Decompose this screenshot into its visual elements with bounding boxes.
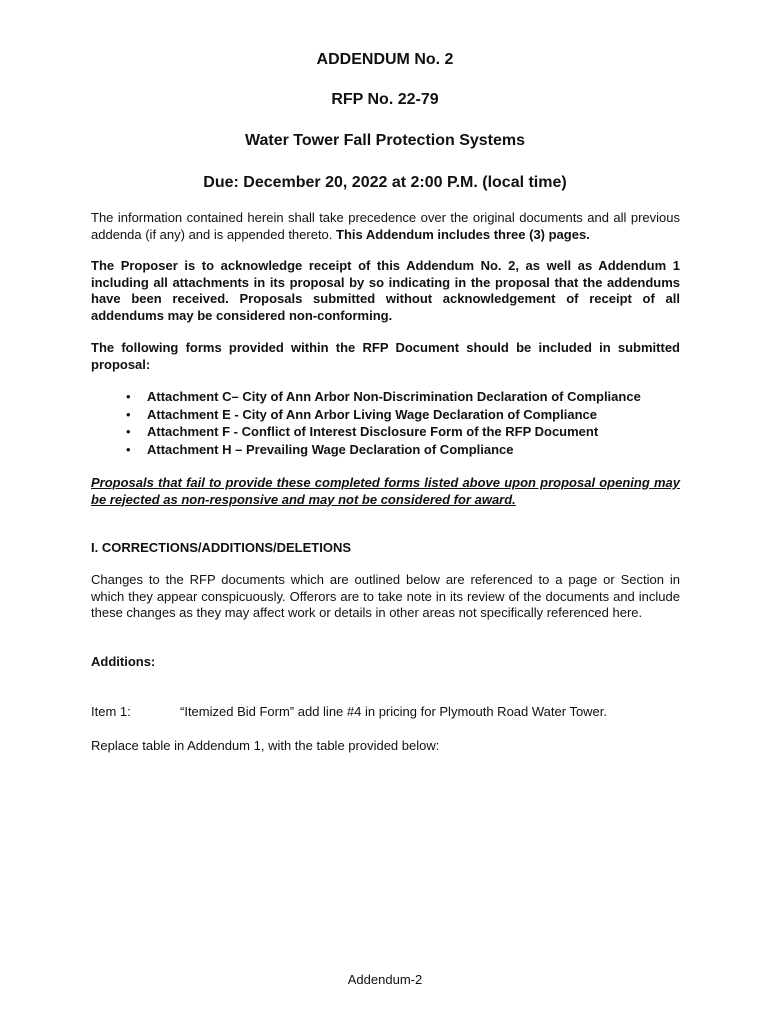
- item-number: Item 1:: [91, 704, 131, 719]
- bullet-icon: •: [126, 389, 131, 404]
- list-item: [91, 406, 691, 424]
- acknowledge-paragraph: The Proposer is to acknowledge receipt of this Addendum No. 2, as well as Addendum 1 including all attachments in its proposal by so indicating in the proposal that the addendums have been received. Proposals submitted without acknowledgement of receipt of all addendums may be considered non-conforming.: [91, 258, 680, 323]
- bullet-icon: •: [126, 424, 131, 439]
- list-item: [91, 441, 691, 459]
- list-item: [91, 388, 691, 406]
- bullet-icon: •: [126, 406, 131, 422]
- warning-notice: Proposals that fail to provide these completed forms listed above upon proposal opening may be rejected as non-responsive and may not be considered for award.: [91, 475, 680, 507]
- intro-paragraph: [91, 210, 680, 243]
- attachment-label: Attachment F - Conflict of Interest Disclosure Form of the RFP Document: [147, 424, 599, 439]
- additions-label: Additions:: [91, 654, 156, 669]
- due-date: Due: December 20, 2022 at 2:00 P.M. (local time): [203, 174, 567, 191]
- attachment-label: Attachment H – Prevailing Wage Declaration of Compliance: [147, 441, 514, 457]
- addendum-title: ADDENDUM No. 2: [316, 51, 454, 68]
- intro-text: The information contained herein shall take precedence over the original documents and all previous addenda (if any) and is appended thereto.: [91, 210, 680, 242]
- page-footer: Addendum-2: [347, 972, 423, 987]
- attachment-label: Attachment C– City of Ann Arbor Non-Discrimination Declaration of Compliance: [147, 389, 641, 404]
- item-text: “Itemized Bid Form” add line #4 in pricing for Plymouth Road Water Tower.: [180, 704, 608, 719]
- project-title: Water Tower Fall Protection Systems: [244, 132, 526, 149]
- forms-intro: The following forms provided within the RFP Document should be included in submitted proposal:: [91, 340, 680, 372]
- rfp-number: RFP No. 22-79: [331, 91, 439, 108]
- replace-text: Replace table in Addendum 1, with the table provided below:: [91, 738, 440, 753]
- intro-bold-text: This Addendum includes three (3) pages.: [336, 226, 590, 242]
- list-item: [91, 423, 691, 441]
- section-body: Changes to the RFP documents which are outlined below are referenced to a page or Section in which they appear conspicuously. Offerors are to take note in its review of the documents and include these changes as they may affect work or details in other areas not specifically referenced here.: [91, 572, 680, 620]
- attachment-label: Attachment E - City of Ann Arbor Living Wage Declaration of Compliance: [147, 406, 597, 422]
- attachment-list: [91, 388, 691, 458]
- bullet-icon: •: [126, 441, 131, 457]
- section-heading: I. CORRECTIONS/ADDITIONS/DELETIONS: [91, 540, 352, 555]
